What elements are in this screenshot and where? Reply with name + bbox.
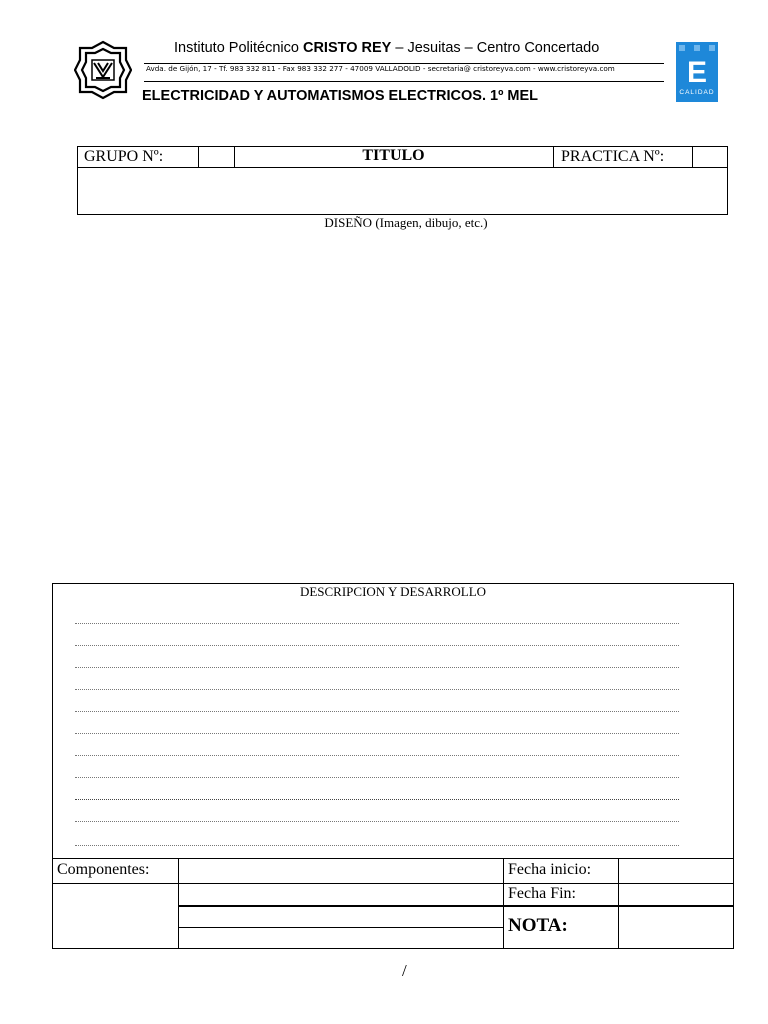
header-rule-bottom bbox=[144, 81, 664, 82]
footer-table-top-border bbox=[52, 858, 734, 859]
nota-field[interactable] bbox=[620, 907, 733, 948]
footer-table-row-border bbox=[178, 883, 734, 884]
fecha-fin-label: Fecha Fin: bbox=[508, 885, 576, 902]
writing-line[interactable] bbox=[75, 845, 679, 846]
grupo-field[interactable] bbox=[199, 147, 233, 166]
writing-line[interactable] bbox=[75, 711, 679, 712]
writing-line[interactable] bbox=[75, 733, 679, 734]
fecha-inicio-label: Fecha inicio: bbox=[508, 861, 592, 878]
description-title: DESCRIPCION Y DESARROLLO bbox=[299, 584, 487, 599]
titulo-field[interactable] bbox=[79, 169, 726, 213]
componente-field-1[interactable] bbox=[180, 860, 501, 882]
writing-line[interactable] bbox=[75, 821, 679, 822]
fecha-fin-field[interactable] bbox=[620, 885, 733, 904]
footer-table-row-border bbox=[52, 883, 178, 884]
footer-table-divider bbox=[618, 858, 619, 949]
page-marker: / bbox=[402, 961, 407, 980]
componente-field-3[interactable] bbox=[180, 907, 501, 926]
writing-line[interactable] bbox=[75, 623, 679, 624]
fecha-inicio-field[interactable] bbox=[620, 860, 733, 882]
writing-line[interactable] bbox=[75, 777, 679, 778]
footer-table-row-border bbox=[178, 927, 503, 928]
writing-line[interactable] bbox=[75, 645, 679, 646]
school-emblem-icon bbox=[74, 40, 132, 100]
writing-line[interactable] bbox=[75, 755, 679, 756]
title-table-divider bbox=[553, 146, 554, 167]
quality-badge-text: CALIDAD bbox=[679, 89, 715, 96]
title-table-row-divider bbox=[77, 167, 728, 168]
design-caption: DISEÑO (Imagen, dibujo, etc.) bbox=[324, 215, 488, 230]
design-area[interactable] bbox=[77, 236, 728, 576]
institute-name: Instituto Politécnico CRISTO REY – Jesuitas – Centro Concertado bbox=[174, 40, 600, 56]
quality-badge-letter: E bbox=[686, 56, 708, 89]
nota-label: NOTA: bbox=[508, 915, 568, 936]
grupo-label: GRUPO Nº: bbox=[84, 148, 164, 165]
writing-line[interactable] bbox=[75, 799, 679, 800]
componente-field-4[interactable] bbox=[180, 929, 501, 948]
writing-line[interactable] bbox=[75, 689, 679, 690]
footer-table-divider bbox=[178, 858, 179, 949]
writing-line[interactable] bbox=[75, 667, 679, 668]
practica-label: PRACTICA Nº: bbox=[561, 148, 665, 165]
componentes-label: Componentes: bbox=[57, 861, 150, 878]
practica-field[interactable] bbox=[693, 147, 727, 166]
footer-table-divider bbox=[503, 858, 504, 949]
titulo-label: TITULO bbox=[362, 147, 425, 164]
quality-badge-icon bbox=[676, 42, 718, 102]
componente-field-2[interactable] bbox=[180, 885, 501, 904]
institute-address: Avda. de Gijón, 17 - Tf. 983 332 811 - Fax 983 332 277 - 47009 VALLADOLID - secretaria@ cristoreyva.com - www.cristoreyva.com bbox=[146, 64, 615, 73]
course-title: ELECTRICIDAD Y AUTOMATISMOS ELECTRICOS. 1º MEL bbox=[142, 88, 539, 104]
